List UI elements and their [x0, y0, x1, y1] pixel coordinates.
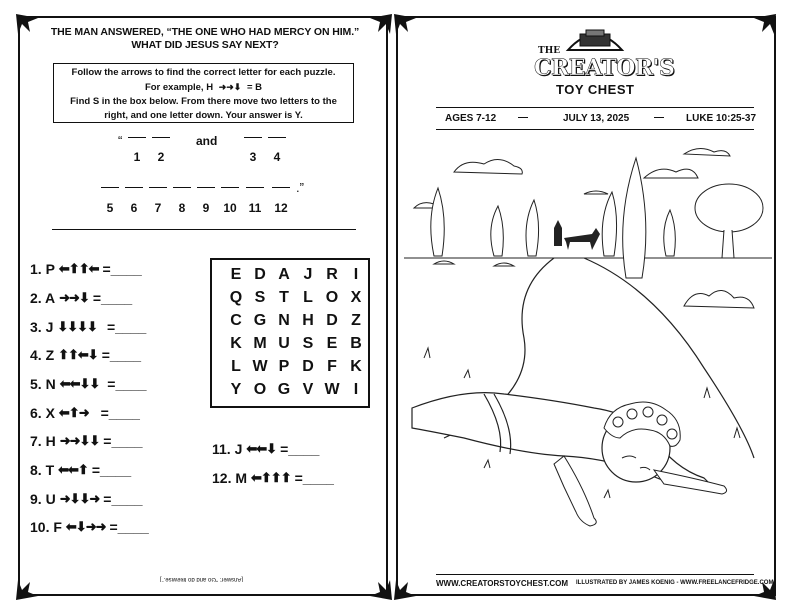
- corner-ornament-icon: [370, 578, 392, 600]
- logo-main: CREATOR'S: [534, 55, 675, 81]
- toy-chest-logo-icon: [562, 26, 628, 52]
- instructions-line4: right, and one letter down. Your answer is Y.: [104, 110, 303, 121]
- grid-letter: K: [350, 358, 362, 375]
- grid-letter: V: [302, 381, 314, 398]
- arrows-icon: ⬅⬅⬇⬇: [59, 376, 100, 391]
- and-word: and: [196, 134, 218, 148]
- instructions-example-answer: = B: [246, 82, 263, 93]
- puzzle-row: [212, 440, 319, 458]
- arrows-icon: ⬅⬆➜: [58, 405, 89, 420]
- arrows-icon: ⬅⬅⬇: [246, 441, 277, 456]
- question-title-line1: THE MAN ANSWERED, “THE ONE WHO HAD MERCY ON HIM.”: [50, 26, 360, 38]
- arrows-icon: ➜➜⬇: [59, 290, 89, 305]
- letter-grid: [210, 258, 370, 408]
- question-title: [40, 26, 370, 52]
- footer-illustrator-credit: ILLUSTRATED BY JAMES KOENIG - WWW.FREELANCEFRIDGE.COM: [576, 580, 774, 586]
- grid-letter: G: [253, 312, 267, 329]
- puzzle-label: 11. J: [212, 441, 243, 457]
- grid-letter: Y: [230, 381, 242, 398]
- arrows-icon: ⬅⬆⬆⬆: [251, 470, 291, 485]
- puzzle-answer-blank[interactable]: =____: [109, 519, 149, 535]
- grid-letter: R: [326, 266, 338, 283]
- logo: [520, 26, 675, 100]
- answer-blank[interactable]: [244, 137, 262, 138]
- arrows-icon: ➜➜⬇⬇: [59, 433, 100, 448]
- grid-letter: S: [254, 289, 266, 306]
- grid-letter: N: [278, 312, 290, 329]
- grid-letter: K: [230, 335, 242, 352]
- grid-letter: E: [326, 335, 338, 352]
- grid-letter: D: [254, 266, 266, 283]
- puzzle-row: [30, 260, 142, 278]
- corner-ornament-icon: [16, 578, 38, 600]
- puzzle-answer-blank[interactable]: =____: [106, 319, 147, 335]
- grid-letter: Z: [351, 312, 361, 329]
- answer-blank[interactable]: [221, 187, 239, 188]
- puzzle-row: [30, 490, 143, 508]
- good-samaritan-illustration: [404, 138, 772, 570]
- puzzle-label: 4. Z: [30, 347, 55, 363]
- grid-letter: X: [350, 289, 362, 306]
- puzzle-label: 1. P: [30, 261, 55, 277]
- arrows-icon: ⬇⬇⬇⬇: [57, 319, 97, 334]
- grid-letter: W: [324, 381, 340, 398]
- corner-ornament-icon: [16, 14, 38, 36]
- grid-letter: L: [303, 289, 313, 306]
- puzzle-answer-blank[interactable]: =____: [100, 405, 140, 421]
- arrows-icon: ➜⬇⬇➜: [59, 491, 100, 506]
- logo-the: THE: [538, 46, 561, 56]
- puzzle-row: [30, 375, 147, 393]
- puzzle-row: [212, 469, 334, 487]
- arrows-icon: ⬅⬇➜➜: [65, 519, 106, 534]
- puzzle-row: [30, 404, 140, 422]
- puzzle-label: 7. H: [30, 433, 56, 449]
- puzzle-answer-blank[interactable]: =____: [103, 491, 143, 507]
- lesson-date: JULY 13, 2025: [563, 113, 630, 124]
- arrows-icon: ⬆⬆⬅⬇: [58, 347, 98, 362]
- puzzle-answer-blank[interactable]: =____: [103, 433, 143, 449]
- grid-letter: J: [303, 266, 313, 283]
- arrows-icon: ⬅⬅⬆: [58, 462, 88, 477]
- instructions-line2: [58, 80, 349, 95]
- grid-letter: O: [325, 289, 339, 306]
- grid-letter: T: [279, 289, 289, 306]
- grid-letter: B: [350, 335, 362, 352]
- puzzle-row: [30, 518, 149, 536]
- blank-number: 6: [130, 201, 138, 215]
- instructions-line1: Follow the arrows to find the correct letter for each puzzle.: [71, 67, 336, 78]
- answer-blank[interactable]: [101, 187, 119, 188]
- answer-blank[interactable]: [272, 187, 290, 188]
- blank-number: 2: [157, 150, 165, 164]
- grid-letter: I: [353, 266, 359, 283]
- grid-letter: D: [326, 312, 338, 329]
- grid-letter: U: [278, 335, 290, 352]
- blank-number: 7: [154, 201, 162, 215]
- corner-ornament-icon: [394, 14, 416, 36]
- grid-letter: W: [252, 358, 268, 375]
- answer-blank[interactable]: [125, 187, 143, 188]
- grid-letter: Q: [229, 289, 243, 306]
- grid-letter: L: [231, 358, 241, 375]
- answer-blank[interactable]: [152, 137, 170, 138]
- puzzle-label: 9. U: [30, 491, 56, 507]
- corner-ornament-icon: [394, 578, 416, 600]
- example-arrows-icon: ➜➜⬇: [218, 82, 242, 92]
- puzzle-row: [30, 289, 132, 307]
- instructions-example-label: For example, H: [144, 82, 214, 93]
- grid-letter: G: [277, 381, 291, 398]
- grid-letter: O: [253, 381, 267, 398]
- puzzle-row: [30, 461, 131, 479]
- puzzle-label: 3. J: [30, 319, 54, 335]
- blank-number: 4: [273, 150, 281, 164]
- grid-letter: M: [253, 335, 267, 352]
- answer-blank[interactable]: [197, 187, 215, 188]
- grid-letter: I: [353, 381, 359, 398]
- grid-letter: F: [327, 358, 337, 375]
- grid-letter: H: [302, 312, 314, 329]
- puzzle-label: 6. X: [30, 405, 55, 421]
- grid-letter: P: [278, 358, 290, 375]
- puzzle-answer-blank[interactable]: =____: [91, 462, 132, 478]
- blank-number: 9: [202, 201, 210, 215]
- grid-letter: D: [302, 358, 314, 375]
- answer-blank[interactable]: [246, 187, 264, 188]
- corner-ornament-icon: [754, 14, 776, 36]
- footer-rule: [436, 574, 754, 575]
- puzzle-row: [30, 346, 141, 364]
- question-title-line2: WHAT DID JESUS SAY NEXT?: [131, 39, 279, 51]
- section-divider: [52, 229, 356, 230]
- logo-sub: TOY CHEST: [556, 82, 635, 97]
- puzzle-label: 10. F: [30, 519, 62, 535]
- corner-ornament-icon: [370, 14, 392, 36]
- close-quote: .”: [296, 180, 304, 195]
- age-range: AGES 7-12: [445, 113, 497, 124]
- puzzle-answer-blank[interactable]: =____: [280, 441, 320, 457]
- blank-number: 3: [249, 150, 257, 164]
- scripture-reference: LUKE 10:25-37: [686, 113, 757, 124]
- grid-letter: A: [278, 266, 290, 283]
- puzzle-row: [30, 432, 143, 450]
- answer-blank[interactable]: [268, 137, 286, 138]
- answer-note: [Answer: “Go and do likewise.”]: [160, 576, 244, 582]
- puzzle-label: 12. M: [212, 470, 248, 486]
- header-rule-bottom: [436, 129, 754, 130]
- puzzle-answer-blank[interactable]: =____: [107, 376, 147, 392]
- instructions-line3: Find S in the box below. From there move two letters to the: [70, 96, 337, 107]
- puzzle-answer-blank[interactable]: =____: [92, 290, 133, 306]
- puzzle-label: 8. T: [30, 462, 55, 478]
- grid-letter: E: [230, 266, 242, 283]
- header-rule-top: [436, 107, 754, 108]
- blank-number: 8: [178, 201, 186, 215]
- open-quote: “: [118, 133, 123, 148]
- footer-website[interactable]: WWW.CREATORSTOYCHEST.COM: [436, 579, 568, 588]
- grid-letter: C: [230, 312, 242, 329]
- answer-blank[interactable]: [128, 137, 146, 138]
- answer-blank[interactable]: [173, 187, 191, 188]
- puzzle-label: 5. N: [30, 376, 56, 392]
- arrows-icon: ⬅⬆⬆⬅: [58, 261, 99, 276]
- blank-number: 10: [223, 201, 237, 215]
- puzzle-row: [30, 318, 146, 336]
- blank-number: 12: [274, 201, 288, 215]
- puzzle-label: 2. A: [30, 290, 56, 306]
- instructions-box: [53, 63, 354, 123]
- puzzle-answer-blank[interactable]: =____: [102, 261, 142, 277]
- blank-number: 1: [133, 150, 141, 164]
- blank-number: 11: [248, 201, 262, 215]
- separator-dash: —: [654, 112, 664, 123]
- answer-blank[interactable]: [149, 187, 167, 188]
- grid-letter: S: [302, 335, 314, 352]
- blank-number: 5: [106, 201, 114, 215]
- puzzle-answer-blank[interactable]: =____: [101, 347, 142, 363]
- separator-dash: —: [518, 112, 528, 123]
- puzzle-answer-blank[interactable]: =____: [294, 470, 334, 486]
